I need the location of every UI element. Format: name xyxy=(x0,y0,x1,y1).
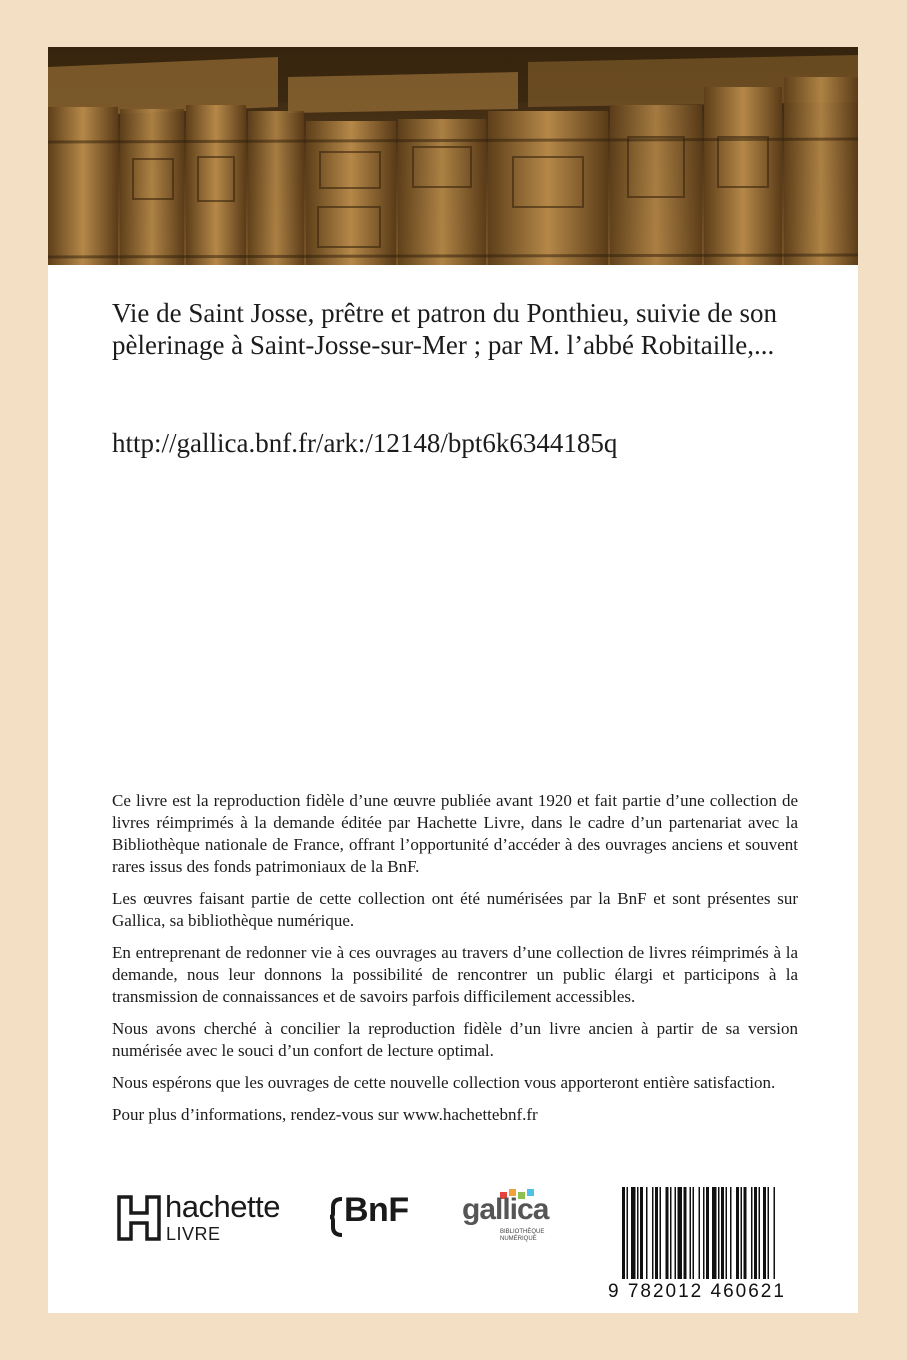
bnf-logo xyxy=(330,1191,430,1245)
gallica-tag-line: BIBLIOTHÈQUE xyxy=(500,1229,545,1235)
old-books-banner-image xyxy=(48,47,858,265)
more-info-line: Pour plus d’informations, rendez-vous sur www.hachettebnf.fr xyxy=(112,1105,538,1124)
book-back-cover xyxy=(48,47,858,1313)
description-paragraph: Nous avons cherché à concilier la reproduction fidèle d’un livre ancien à partir de sa version numérisée avec le souci d’un confort de lecture optimal. xyxy=(112,1019,798,1060)
isbn-barcode xyxy=(608,1185,822,1301)
gallica-tag-line: NUMÉRIQUE xyxy=(500,1236,537,1242)
bnf-bracket-icon xyxy=(330,1197,344,1237)
description-paragraph: Les œuvres faisant partie de cette collection ont été numérisées par la BnF et sont présentes sur Gallica, sa bibliothèque numérique. xyxy=(112,889,798,930)
book-title: Vie de Saint Josse, prêtre et patron du Ponthieu, suivie de son pèlerinage à Saint-Josse-sur-Mer ; par M. l’abbé Robitaille,... xyxy=(112,298,778,360)
hachette-sub: LIVRE xyxy=(166,1224,221,1244)
gallica-word: gallica xyxy=(462,1193,549,1226)
description-paragraph: Ce livre est la reproduction fidèle d’une œuvre publiée avant 1920 et fait partie d’une collection de livres réimprimés à la demande éditée par Hachette Livre, dans le cadre d’un partenariat avec la Bibliothèque nationale de France, offrant l’opportunité d’accéder à des ouvrages anciens et souvent rares issus des fonds patrimoniaux de la BnF. xyxy=(112,791,798,876)
description-text xyxy=(112,790,798,1136)
description-paragraph: Nous espérons que les ouvrages de cette nouvelle collection vous apporteront entière satisfaction. xyxy=(112,1073,776,1092)
old-books-illustration xyxy=(48,47,858,265)
hachette-livre-logo xyxy=(117,1191,297,1251)
bnf-text: BnF xyxy=(344,1191,409,1229)
hachette-name: hachette xyxy=(165,1189,280,1224)
hachette-h-icon xyxy=(117,1195,161,1241)
gallica-tagline xyxy=(500,1229,560,1243)
barcode-digits: 9 782012 460621 xyxy=(608,1281,786,1302)
barcode-bars xyxy=(608,1185,822,1281)
gallica-url[interactable]: http://gallica.bnf.fr/ark:/12148/bpt6k6344185q xyxy=(112,428,618,458)
gallica-logo xyxy=(462,1187,582,1267)
publisher-logos xyxy=(112,1187,602,1287)
description-paragraph: En entreprenant de redonner vie à ces ouvrages au travers d’une collection de livres réimprimés à la demande, nous leur donnons la possibilité de rencontrer un public élargi et participons à la transmission de connaissances et de savoirs parfois difficilement accessibles. xyxy=(112,943,798,1006)
